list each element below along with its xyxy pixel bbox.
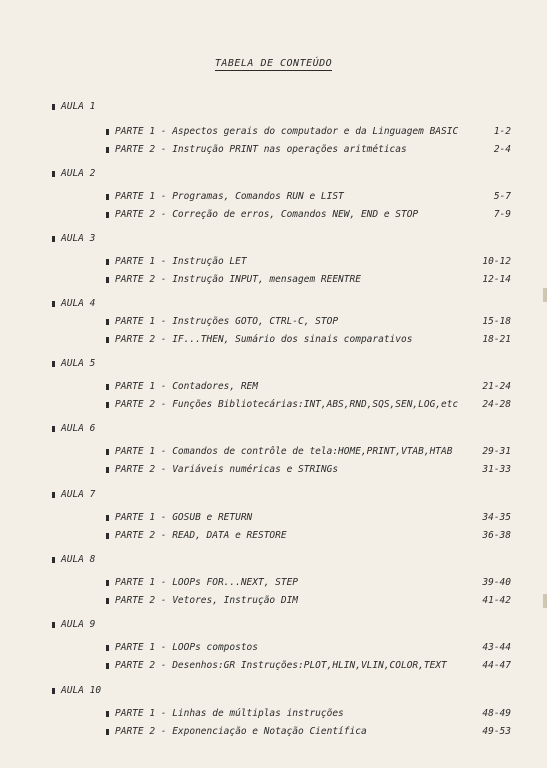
toc-entry-text: PARTE 2 - Variáveis numéricas e STRINGs [115, 464, 339, 475]
toc-entry-pages: 34-35 [482, 512, 511, 523]
toc-entry-pages: 49-53 [482, 726, 511, 737]
bullet-icon [106, 533, 109, 539]
aula-heading [52, 423, 95, 434]
toc-entry [106, 144, 511, 155]
toc-entry [106, 274, 511, 285]
toc-entry [106, 726, 511, 737]
bullet-icon [106, 277, 109, 283]
page-title [0, 58, 547, 69]
toc-entry-pages: 41-42 [482, 595, 511, 606]
bullet-icon [52, 361, 55, 367]
toc-entry-pages: 43-44 [482, 642, 511, 653]
toc-entry [106, 399, 511, 410]
aula-heading [52, 233, 95, 244]
toc-entry [106, 381, 511, 392]
bullet-icon [106, 467, 109, 473]
toc-entry-pages: 44-47 [482, 660, 511, 671]
toc-entry [106, 316, 511, 327]
bullet-icon [106, 645, 109, 651]
bullet-icon [52, 622, 55, 628]
toc-entry [106, 530, 511, 541]
toc-entry [106, 334, 511, 345]
toc-entry-text: PARTE 2 - Instrução PRINT nas operações aritméticas [115, 144, 407, 155]
bullet-icon [106, 729, 109, 735]
bullet-icon [106, 384, 109, 390]
toc-entry [106, 209, 511, 220]
toc-entry-pages: 21-24 [482, 381, 511, 392]
bullet-icon [106, 598, 109, 604]
toc-entry-text: PARTE 1 - LOOPs FOR...NEXT, STEP [115, 577, 299, 588]
toc-entry [106, 642, 511, 653]
toc-entry-text: PARTE 1 - Instruções GOTO, CTRL-C, STOP [115, 316, 339, 327]
toc-entry-pages: 7-9 [493, 209, 511, 220]
toc-entry-pages: 15-18 [482, 316, 511, 327]
toc-entry [106, 256, 511, 267]
aula-heading [52, 358, 95, 369]
bullet-icon [52, 171, 55, 177]
toc-entry-pages: 36-38 [482, 530, 511, 541]
bullet-icon [106, 129, 109, 135]
toc-entry-text: PARTE 2 - Correção de erros, Comandos NEW, END e STOP [115, 209, 419, 220]
bullet-icon [106, 319, 109, 325]
aula-label: AULA 2 [61, 168, 96, 179]
aula-heading [52, 685, 101, 696]
toc-entry-text: PARTE 1 - LOOPs compostos [115, 642, 258, 653]
aula-heading [52, 619, 95, 630]
toc-entry-text: PARTE 2 - Vetores, Instrução DIM [115, 595, 299, 606]
toc-entry [106, 577, 511, 588]
bullet-icon [106, 663, 109, 669]
toc-entry-text: PARTE 2 - Instrução INPUT, mensagem REENTRE [115, 274, 361, 285]
bullet-icon [52, 492, 55, 498]
toc-entry-pages: 48-49 [482, 708, 511, 719]
bullet-icon [106, 402, 109, 408]
toc-entry-pages: 5-7 [493, 191, 511, 202]
aula-label: AULA 7 [61, 489, 96, 500]
bullet-icon [52, 426, 55, 432]
bullet-icon [106, 194, 109, 200]
aula-heading [52, 168, 95, 179]
toc-entry-pages: 29-31 [482, 446, 511, 457]
aula-label: AULA 6 [61, 423, 96, 434]
toc-entry-text: PARTE 1 - GOSUB e RETURN [115, 512, 253, 523]
bullet-icon [106, 449, 109, 455]
toc-entry-text: PARTE 1 - Aspectos gerais do computador e da Linguagem BASIC [115, 126, 459, 137]
bullet-icon [106, 580, 109, 586]
toc-entry [106, 191, 511, 202]
bullet-icon [52, 104, 55, 110]
aula-label: AULA 10 [61, 685, 102, 696]
toc-entry [106, 660, 511, 671]
aula-heading [52, 489, 95, 500]
aula-label: AULA 4 [61, 298, 96, 309]
aula-label: AULA 5 [61, 358, 96, 369]
bullet-icon [106, 515, 109, 521]
bullet-icon [106, 337, 109, 343]
page-edge-mark [543, 594, 547, 608]
toc-entry-pages: 18-21 [482, 334, 511, 345]
toc-entry-pages: 12-14 [482, 274, 511, 285]
aula-label: AULA 8 [61, 554, 96, 565]
toc-entry-pages: 24-28 [482, 399, 511, 410]
toc-entry [106, 464, 511, 475]
bullet-icon [52, 557, 55, 563]
bullet-icon [106, 147, 109, 153]
toc-entry-pages: 10-12 [482, 256, 511, 267]
toc-entry-text: PARTE 1 - Linhas de múltiplas instruções [115, 708, 344, 719]
toc-entry-pages: 2-4 [493, 144, 511, 155]
toc-entry [106, 512, 511, 523]
bullet-icon [52, 301, 55, 307]
bullet-icon [52, 688, 55, 694]
aula-label: AULA 3 [61, 233, 96, 244]
bullet-icon [106, 711, 109, 717]
aula-label: AULA 1 [61, 101, 96, 112]
toc-entry-text: PARTE 1 - Comandos de contrôle de tela:HOME,PRINT,VTAB,HTAB [115, 446, 453, 457]
toc-entry-pages: 39-40 [482, 577, 511, 588]
toc-entry-text: PARTE 2 - Funções Bibliotecárias:INT,ABS,RND,SQS,SEN,LOG,etc [115, 399, 459, 410]
toc-entry-text: PARTE 2 - READ, DATA e RESTORE [115, 530, 287, 541]
aula-heading [52, 101, 95, 112]
page-title-text: TABELA DE CONTEÚDO [214, 58, 333, 69]
aula-heading [52, 554, 95, 565]
toc-entry [106, 126, 511, 137]
toc-entry-text: PARTE 1 - Instrução LET [115, 256, 247, 267]
toc-entry-pages: 1-2 [493, 126, 511, 137]
toc-entry-text: PARTE 1 - Contadores, REM [115, 381, 258, 392]
aula-label: AULA 9 [61, 619, 96, 630]
toc-entry [106, 708, 511, 719]
toc-entry-text: PARTE 2 - Exponenciação e Notação Científica [115, 726, 367, 737]
toc-entry-pages: 31-33 [482, 464, 511, 475]
toc-entry [106, 446, 511, 457]
bullet-icon [106, 259, 109, 265]
toc-entry-text: PARTE 1 - Programas, Comandos RUN e LIST [115, 191, 344, 202]
toc-entry-text: PARTE 2 - IF...THEN, Sumário dos sinais comparativos [115, 334, 413, 345]
toc-entry-text: PARTE 2 - Desenhos:GR Instruções:PLOT,HLIN,VLIN,COLOR,TEXT [115, 660, 447, 671]
page-edge-mark [543, 288, 547, 302]
aula-heading [52, 298, 95, 309]
bullet-icon [106, 212, 109, 218]
bullet-icon [52, 236, 55, 242]
toc-entry [106, 595, 511, 606]
